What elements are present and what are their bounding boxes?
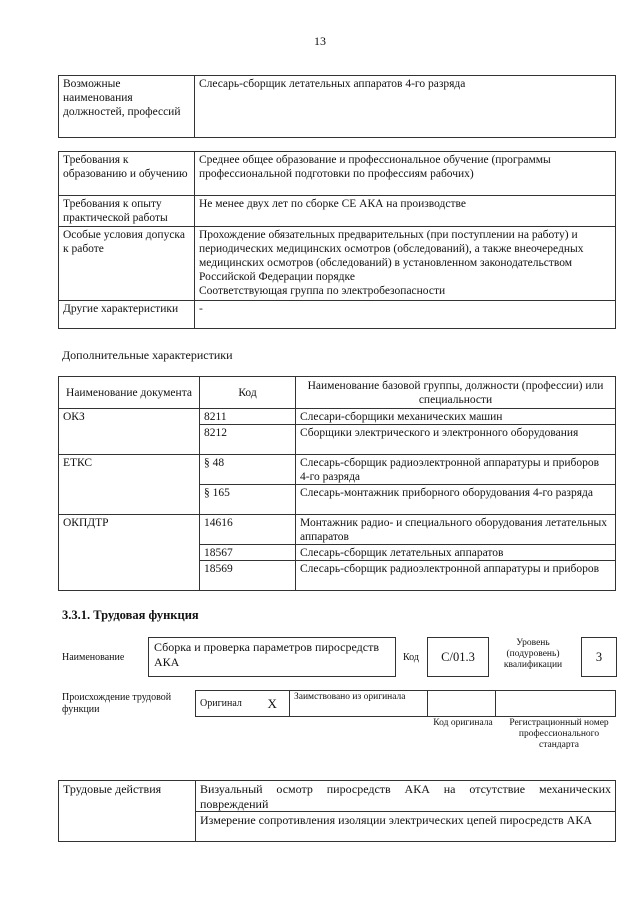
requirements-table [58,151,616,329]
page-number: 13 [314,34,326,48]
base-group-cell: Слесарь-сборщик летательных аппаратов [296,545,616,561]
function-name-label: Наименование [62,652,125,663]
code-cell: 8211 [200,409,296,425]
table-row [59,515,616,545]
origin-code-label: Код оригинала [433,718,493,728]
code-cell: § 165 [200,485,296,515]
requirement-label: Особые условия допуска к работе [59,227,195,301]
origin-label: Происхождение трудовой функции [62,692,172,715]
requirement-value: Не менее двух лет по сборке СЕ АКА на производстве [195,196,616,227]
table-header-row [59,377,616,409]
code-cell: 18567 [200,545,296,561]
base-group-cell: Слесари-сборщики механических машин [296,409,616,425]
original-mark: X [256,691,290,717]
requirement-value-cell [195,227,616,301]
labor-action-item: Измерение сопротивления изоляции электрических цепей пиросредств АКА [196,812,616,842]
requirement-row [59,227,616,301]
code-cell: § 48 [200,455,296,485]
additional-characteristics-table [58,376,616,591]
document-name: ОКПДТР [59,515,200,591]
table-row [59,409,616,425]
requirement-row [59,196,616,227]
requirement-row [59,301,616,329]
labor-action-item: Визуальный осмотр пиросредств АКА на отсутствие механических повреждений [196,781,616,812]
code-cell: 14616 [200,515,296,545]
function-code-value: C/01.3 [441,650,475,664]
job-titles-label: Возможные наименования должностей, профессий [59,76,195,138]
header-code: Код [200,377,296,409]
additional-characteristics-title: Дополнительные характеристики [62,348,233,362]
labor-actions-label: Трудовые действия [59,781,196,842]
document-name: ОКЗ [59,409,200,455]
borrowed-label: Заимствовано из оригинала [290,691,428,717]
base-group-cell: Слесарь-монтажник приборного оборудования 4-го разряда [296,485,616,515]
function-code-label: Код [403,652,419,663]
base-group-cell: Слесарь-сборщик радиоэлектронной аппаратуры и приборов 4-го разряда [296,455,616,485]
original-label: Оригинал [196,691,256,717]
labor-function-title: 3.3.1. Трудовая функция [62,608,199,622]
function-name-box [148,637,396,677]
reg-number-cell [496,691,616,717]
document-name: ЕТКС [59,455,200,515]
base-group-cell: Сборщики электрического и электронного оборудования [296,425,616,455]
origin-table [195,690,616,717]
base-group-cell: Слесарь-сборщик радиоэлектронной аппаратуры и приборов [296,561,616,591]
requirement-label: Другие характеристики [59,301,195,329]
header-document: Наименование документа [59,377,200,409]
code-cell: 18569 [200,561,296,591]
origin-code-cell [428,691,496,717]
requirement-value: Прохождение обязательных предварительных (при поступлении на работу) и периодических медицинских осмотров (обследований), а также внеочередных медицинских осмотров (обследований) в установленном законодательством Российской Федерации порядке [199,229,584,284]
code-cell: 8212 [200,425,296,455]
qualification-level-label: Уровень (подуровень) квалификации [503,638,563,670]
table-row [59,781,616,812]
qualification-level-value: 3 [595,650,603,664]
qualification-level-box [581,637,617,677]
job-titles-table [58,75,616,138]
function-name-value: Сборка и проверка параметров пиросредств АКА [154,640,379,669]
reg-number-label: Регистрационный номер профессионального стандарта [509,718,609,750]
requirement-row [59,152,616,196]
requirement-value: - [195,301,616,329]
requirement-label: Требования к опыту практической работы [59,196,195,227]
table-row [59,455,616,485]
base-group-cell: Монтажник радио- и специального оборудования летательных аппаратов [296,515,616,545]
header-base-group: Наименование базовой группы, должности (профессии) или специальности [296,377,616,409]
labor-actions-table [58,780,616,842]
requirement-value-secondary: Соответствующая группа по электробезопасности [199,285,446,298]
function-code-box [427,637,489,677]
requirement-label: Требования к образованию и обучению [59,152,195,196]
requirement-value: Среднее общее образование и профессиональное обучение (программы профессиональной подготовки по профессиям рабочих) [195,152,616,196]
job-titles-value: Слесарь-сборщик летательных аппаратов 4-го разряда [195,76,616,138]
